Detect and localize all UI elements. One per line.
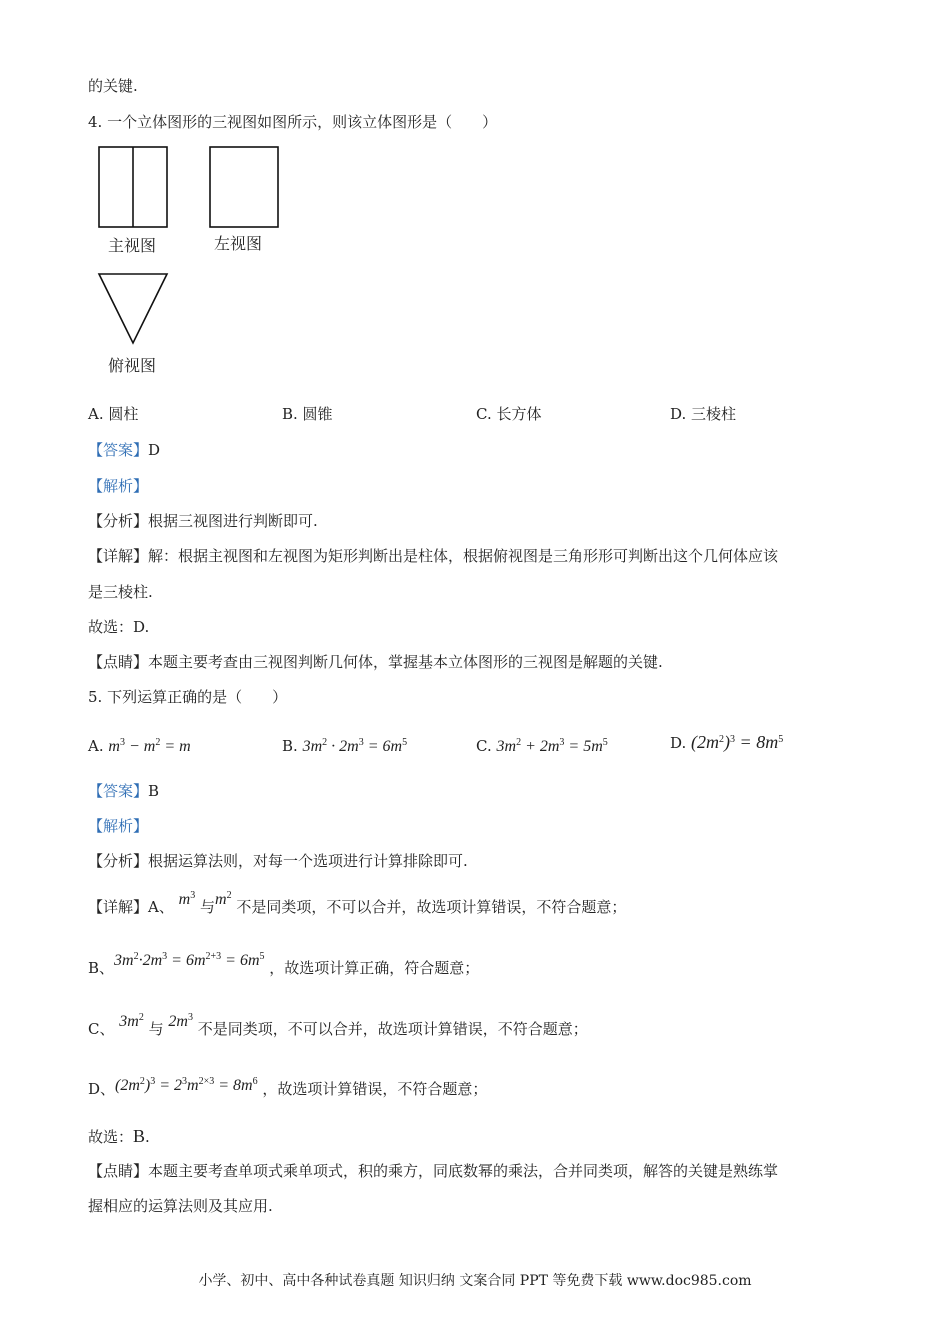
dianjing-text: 本题主要考查由三视图判断几何体，掌握基本立体图形的三视图是解题的关键. [148, 653, 663, 671]
q5-fenxi [88, 851, 468, 871]
q4-option-c: C. 长方体 [476, 405, 542, 423]
q5-dianjing [88, 1161, 778, 1181]
q5-detail-d: D、$(2m^2)^3 = 2^3m^{2\times 3} = 8m^6$ ，故选项计算错误，不符合题意； [88, 1076, 488, 1098]
q4-xiangjie-cont: 是三棱柱. [88, 583, 153, 601]
fenxi-text: 根据运算法则，对每一个选项进行计算排除即可. [148, 852, 468, 870]
q4-xiangjie [88, 546, 778, 566]
q4-option-a: A. 圆柱 [88, 405, 139, 423]
q5-option-a [88, 733, 191, 757]
q4-dianjing [88, 652, 663, 672]
expression: $3m^2 + 2m^3 = 5m^5$ [496, 737, 608, 755]
q5-dianjing-cont: 握相应的运算法则及其应用. [88, 1197, 273, 1215]
top-view-caption: 俯视图 [108, 356, 157, 375]
dianjing-tag: 【点睛】 [88, 1162, 149, 1180]
label: A. [88, 737, 104, 755]
top-view-triangle [99, 274, 167, 343]
expression: $(2m^2)^3 = 2^3m^{2\times 3} = 8m^6$ [115, 1076, 258, 1094]
label: C. [476, 737, 492, 755]
front-view-caption: 主视图 [108, 236, 157, 255]
dianjing-text: 本题主要考查单项式乘单项式，积的乘方，同底数幂的乘法，合并同类项，解答的关键是熟练掌 [148, 1162, 779, 1180]
q4-guxuan: 故选：D. [88, 618, 150, 636]
q5-detail-b: B、$3m^2\cdot 2m^3 = 6m^{2+3} = 6m^5$ ，故选项计算正确，符合题意； [88, 951, 480, 977]
q5-guxuan: 故选：B. [88, 1126, 150, 1146]
q5-stem: 5. 下列运算正确的是（ ） [88, 688, 288, 706]
page-footer: 小学、初中、高中各种试卷真题 知识归纳 文案合同 PPT 等免费下载 www.doc985.com [198, 1273, 752, 1289]
expression: $3m^2 \cdot 2m^3 = 6m^5$ [302, 737, 408, 755]
xiangjie-tag: 【详解】 [88, 547, 149, 565]
fenxi-tag: 【分析】 [88, 852, 149, 870]
prev-tail: 的关键. [88, 77, 138, 95]
q4-option-d: D. 三棱柱 [670, 405, 737, 423]
q4-stem: 4. 一个立体图形的三视图如图所示，则该立体图形是（ ） [88, 113, 498, 131]
q4-fenxi [88, 511, 318, 531]
label: D. [670, 734, 687, 752]
q4-answer [88, 440, 160, 460]
q5-analysis-tag: 【解析】 [88, 817, 149, 835]
fenxi-tag: 【分析】 [88, 512, 149, 530]
answer-tag: 【答案】 [88, 782, 149, 800]
label: B. [282, 737, 298, 755]
expression: $3m^2\cdot 2m^3 = 6m^{2+3} = 6m^5$ [114, 951, 265, 969]
q4-option-b: B. 圆锥 [282, 405, 333, 423]
expression: $(2m^2)^3 = 8m^5$ [691, 732, 784, 752]
left-view-rect [210, 147, 278, 227]
q4-analysis-tag: 【解析】 [88, 477, 149, 495]
q5-detail-a: 【详解】A、 $m^3$ 与$m^2$ 不是同类项，不可以合并，故选项计算错误，不符合题意； [88, 890, 627, 916]
left-view-caption: 左视图 [214, 234, 263, 253]
expression: $m^3 - m^2 = m$ [108, 737, 191, 755]
expression: $m^3$ [178, 890, 196, 908]
q5-detail-c: C、 $3m^2$ 与 $2m^3$ 不是同类项，不可以合并，故选项计算错误，不符合题意； [88, 1012, 588, 1038]
xiangjie-text: 解：根据主视图和左视图为矩形判断出是柱体，根据俯视图是三角形形可判断出这个几何体应该 [148, 547, 779, 565]
answer-value: D [148, 441, 161, 459]
answer-value: B [148, 782, 160, 800]
q5-option-b [282, 733, 407, 757]
fenxi-text: 根据三视图进行判断即可. [148, 512, 318, 530]
dianjing-tag: 【点睛】 [88, 653, 149, 671]
q5-option-c [476, 733, 608, 757]
answer-tag: 【答案】 [88, 441, 149, 459]
q5-answer [88, 781, 159, 801]
expression: $3m^2$ [119, 1012, 144, 1030]
q5-option-d [670, 730, 783, 753]
